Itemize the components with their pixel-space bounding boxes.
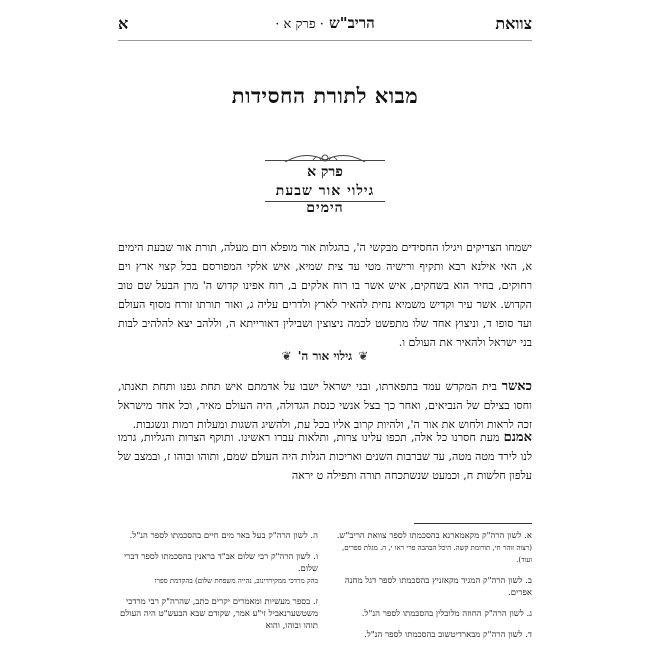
- running-head-chapter: · פרק א ·: [275, 17, 324, 32]
- footnote-reference: (רצוה זוהר חי, תורומת קשה. היכל הבהבה פרי ראו י, ה. מגלת ספרים, ועוד).: [341, 544, 532, 564]
- footnote-rule: [414, 523, 532, 524]
- footnote: ה. לשון הרה"ק בעל באר מים חיים בהסכמתו לספר הנ"ל.: [129, 531, 318, 541]
- paragraph-text: מעת חסרנו כל אלה, תכפו עלינו צרות, ותלאות עברו ראשינו. ותוקף הצרות והגליות, גרמו לנו לירד מטה מטה, עד שברבות השנים ואריכות הגלות היה העולם שמם, ותוהו ובוהו ז, ובמצב של עלפון חלשות ח, וכמעט שנשתכחה תורה ותפילה ט יראה: [118, 431, 532, 482]
- lead-word: אמנם: [503, 430, 532, 445]
- running-head-center: [275, 14, 374, 33]
- footnote: א. לשון הרה"ק מקאמארנא בהסכמתו לספר צוואת הריב"ש. (רצוה זוהר חי, תורומת קשה. היכל הבהבה פרי ראו י, ה. מגלת ספרים, ועוד).: [332, 530, 532, 566]
- header-rule: [118, 40, 532, 41]
- chapter-label: פרק א: [307, 164, 343, 180]
- footnote: ו. לשון הרה"ק רבי שלום אב"ד בראנין בהסכמתו לספר דברי שלום. בהק מרדכי ממקירדינוב, נהייה משפחת שלום) בהקדמת ספרו: [118, 551, 318, 587]
- footnote: ב. לשון הרה"ק המגיד מקאזניץ בהסכמתו לספר דגל מחנה אפרים.: [344, 576, 532, 598]
- body-paragraph-3: [118, 428, 532, 485]
- paragraph-text: בית המקדש עמד בתפארתו, ובני ישראל ישבו על אדמתם איש תחת גפנו ותחת תאנתו, וחסו בצילם של הנביאים, ואחר כך בצל אנשי כנסת הגדולה, היה העולם מאיר, וכל אחד מישראל זכה לראות ולחוש את אור ה', ולהיות קרוב אליו בכל עת, ולהשיג השגות ומעלות רמות ונשגבות.: [118, 380, 532, 431]
- lead-word: כאשר: [501, 379, 533, 394]
- section-ornament-icon: ❦: [281, 349, 292, 363]
- page-title: מבוא לתורת החסידות: [231, 83, 419, 108]
- section-heading-text: גילוי אור ה': [297, 349, 353, 363]
- footnote: ד. לשון הרה"ק מבארדיטשוב בהסכמתו לספר הנ"ל.: [364, 630, 532, 640]
- footnote-reference: בהק מרדכי ממקירדינוב, נהייה משפחת שלום) בהקדמת ספרו: [154, 577, 318, 585]
- body-paragraph-1: ישמחו הצדיקים ויגילו החסידים מבקשי ה', בהגלות אור מופלא רום מעלה, תורת אור שבעת הימים א, האי אילנא רבא ותקיף ורישיה מטי עד צית שמיא, איש אלקי המפורסם בכל קצוי ארץ וים רחוקים, בחיר הוא בשחקים, איש אשר בו רוח אלקים ב, רוח אפינו קדוש ה' מרן הבעל שם טוב הקדוש. אשר עיר וקדיש משמיא נחית להאיר לארץ ולדרים עליה ג, ואור תורתו זורח מסוף העולם ועד סופו ד, וניצוץ אחד שלו מתפשט לכמה ניצוצין ושבילין דאורייתא ה, וללהב יצא להלהיב לבות בני ישראל ולהאיר את העולם ו.: [118, 241, 532, 349]
- body-paragraph-2: [118, 377, 532, 434]
- section-ornament-icon: ❦: [358, 349, 369, 363]
- chapter-title: גילוי אור שבעת הימים: [275, 183, 375, 216]
- page-number: א: [118, 14, 129, 33]
- footnote: ג. לשון הרה"ק החוזה מלובלין בהסכמתו לספר הנ"ל.: [361, 609, 532, 619]
- running-head-title: צוואת: [495, 14, 532, 33]
- section-heading: [0, 349, 650, 364]
- footnote-column-left: [118, 530, 318, 641]
- footnote-column-right: [332, 530, 532, 650]
- chapter-heading: [265, 160, 385, 216]
- footnote: ז. בספר מעשיות ומאמרים יקרים כתב, שהרה"ק רבי מרדכי משטשערנאביל זי"ע אמר, שקודם שבא הבעש"ט היה העולם תוהו ובוהו, והוא: [120, 597, 318, 631]
- running-head-book: הריב"ש: [329, 14, 375, 32]
- running-head: [118, 14, 532, 36]
